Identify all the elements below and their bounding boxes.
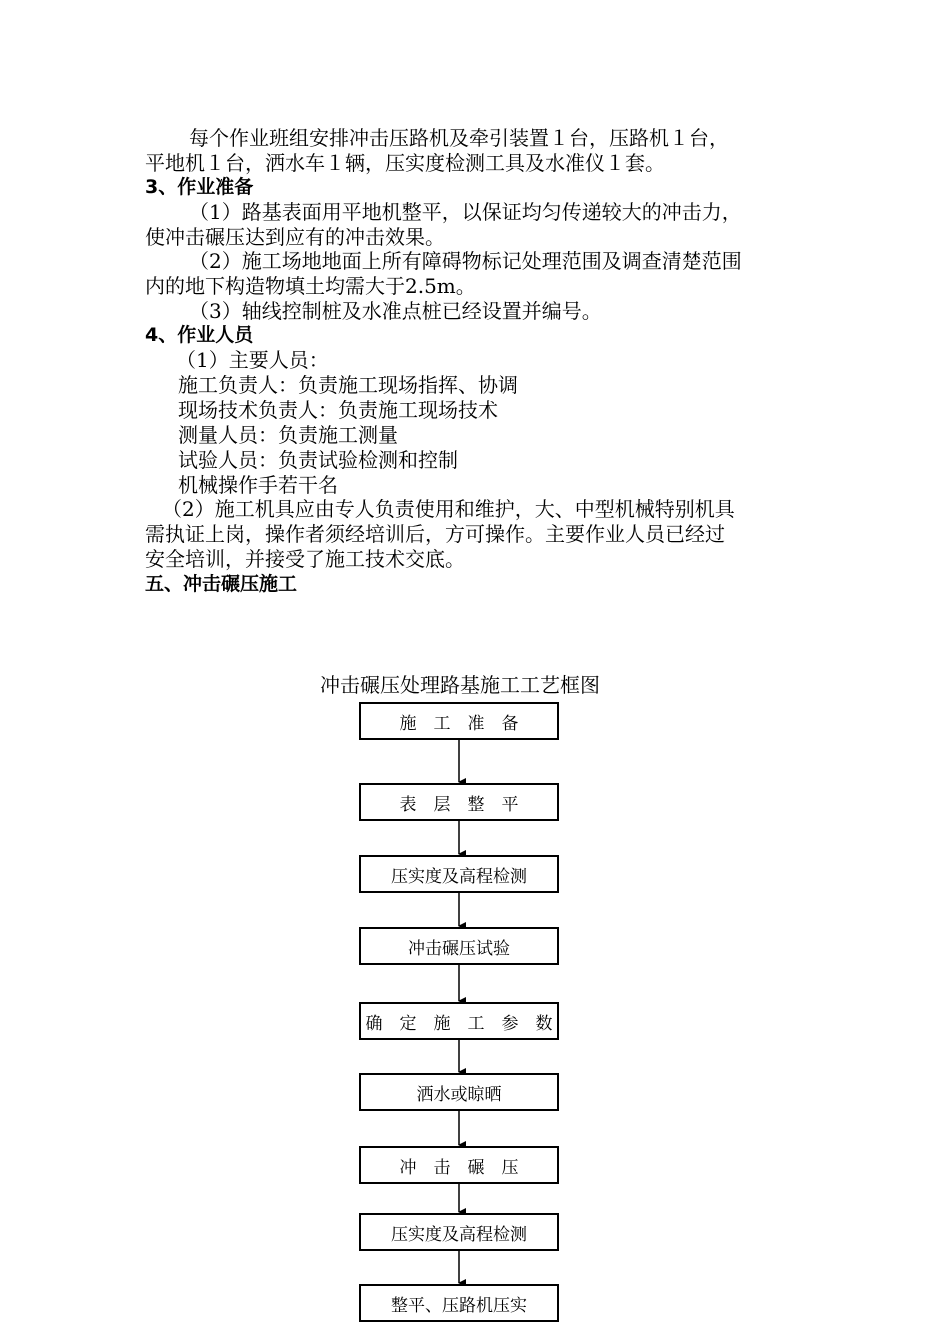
- heading-personnel: 4、作业人员: [145, 324, 254, 346]
- flow-step-rolling-test: [359, 927, 559, 965]
- flow-step-label: 施 工 准 备: [399, 713, 519, 734]
- flow-step-final-compaction: [359, 1284, 559, 1322]
- flow-step-surface-leveling: [359, 783, 559, 821]
- role-surveyor: 测量人员：负责施工测量: [178, 423, 398, 447]
- paragraph-equipment-line2: 平地机１台，洒水车１辆，压实度检测工具及水准仪１套。: [145, 151, 665, 175]
- machinery-line2: 需执证上岗，操作者须经培训后，方可操作。主要作业人员已经过: [145, 522, 725, 546]
- flow-step-label: 洒水或晾晒: [416, 1084, 502, 1105]
- role-tech-lead: 现场技术负责人：负责施工现场技术: [178, 398, 498, 422]
- heading-preparation: 3、作业准备: [145, 176, 254, 198]
- prep-item1-line2: 使冲击碾压达到应有的冲击效果。: [145, 225, 445, 249]
- paragraph-equipment-line1: 每个作业班组安排冲击压路机及牵引装置１台，压路机１台，: [189, 126, 729, 150]
- flow-step-label: 冲 击 碾 压: [399, 1157, 519, 1178]
- machinery-line1: （2）施工机具应由专人负责使用和维护，大、中型机械特别机具: [162, 497, 735, 521]
- flow-step-water-or-dry: [359, 1073, 559, 1111]
- flow-step-compaction-check-1: [359, 855, 559, 893]
- flow-step-label: 整平、压路机压实: [391, 1295, 527, 1316]
- flow-step-label: 确 定 施 工 参 数: [365, 1013, 553, 1034]
- flow-step-set-parameters: [359, 1002, 559, 1040]
- flow-step-impact-rolling: [359, 1146, 559, 1184]
- role-construction-lead: 施工负责人：负责施工现场指挥、协调: [178, 373, 518, 397]
- flow-step-label: 表 层 整 平: [399, 794, 519, 815]
- flow-step-label: 压实度及高程检测: [391, 866, 527, 887]
- prep-item1-line1: （1）路基表面用平地机整平，以保证均匀传递较大的冲击力，: [189, 200, 742, 224]
- flow-step-label: 冲击碾压试验: [408, 938, 510, 959]
- machinery-line3: 安全培训，并接受了施工技术交底。: [145, 547, 465, 571]
- flow-step-compaction-check-2: [359, 1213, 559, 1251]
- prep-item2-line1: （2）施工场地地面上所有障碍物标记处理范围及调查清楚范围: [189, 249, 742, 273]
- flowchart-title: 冲击碾压处理路基施工工艺框图: [320, 673, 600, 697]
- prep-item3: （3）轴线控制桩及水准点桩已经设置并编号。: [189, 299, 602, 323]
- prep-item2-line2: 内的地下构造物填土均需大于2.5m。: [145, 274, 476, 298]
- role-tester: 试验人员：负责试验检测和控制: [178, 448, 458, 472]
- heading-impact-rolling: 五、冲击碾压施工: [145, 573, 298, 595]
- flow-step-label: 压实度及高程检测: [391, 1224, 527, 1245]
- personnel-main: （1）主要人员：: [176, 348, 329, 372]
- role-operators: 机械操作手若干名: [178, 473, 338, 497]
- flow-step-preparation: [359, 702, 559, 740]
